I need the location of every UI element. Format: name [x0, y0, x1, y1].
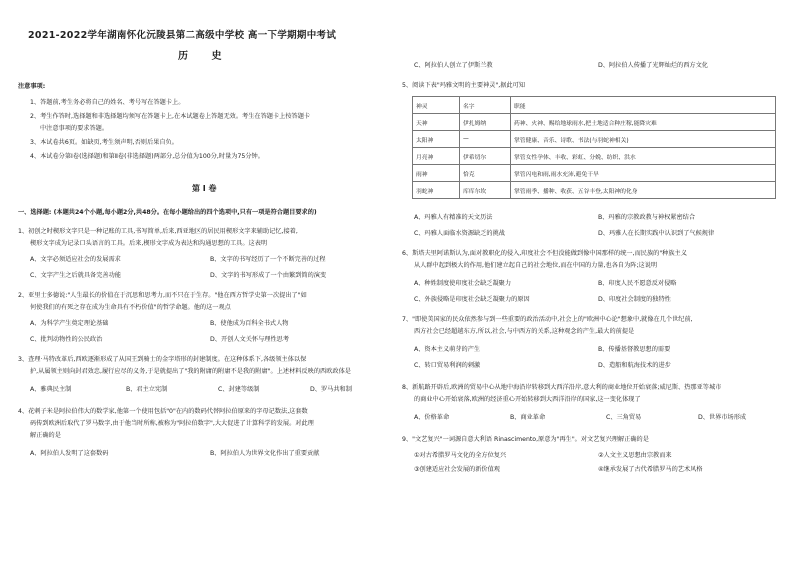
- option-c: C、文字产生之后就具备完善功能: [30, 272, 121, 279]
- table-cell: 雨神: [413, 165, 460, 182]
- option-a: A、资本主义萌芽的产生: [414, 346, 481, 353]
- option-d: D、开创人文关怀与理性思考: [210, 336, 290, 343]
- option-a: A、阿拉伯人发明了这套数码: [30, 450, 109, 457]
- option-b: B、文字的书写经历了一个不断完善的过程: [210, 256, 326, 263]
- option-b: B、使他成为百科全书式人物: [210, 320, 289, 327]
- question-line: 8、新航路开辟后,欧洲的贸易中心从地中海沿岸转移到大西洋沿岸,意大利的商业地位开始衰落;威尼斯、热那亚等城市: [402, 384, 722, 391]
- table-row: [413, 165, 776, 182]
- option-a: A、玛雅人有精准的天文历法: [414, 214, 493, 221]
- question-line: 护,从属领主则向封君效忠,履行应尽的义务,于是就提出了"我的附庸的附庸不是我的附庸"。上述材料反映的西欧政体是: [30, 368, 351, 375]
- option-c: C、阿拉伯人创立了伊斯兰教: [414, 62, 493, 69]
- option-b: B、印度人民不愿意反对侵略: [598, 280, 677, 287]
- question-line: 码传到欧洲后取代了罗马数字,由于他当时所称,被称为"阿拉伯数字",大大促进了计算科学的发展。对此理: [30, 420, 314, 427]
- question-line: 7、"即使美国家的民众依然参与到一些重要的政治活动中,社会上的"欧洲中心论"想象中,就像在几个世纪前,: [402, 316, 693, 323]
- table-row: [413, 131, 776, 148]
- option-c: C、转口贸易利润的刺激: [414, 362, 481, 369]
- question-line: 何使我们的有死之存在成为生命具有不朽价值"的哲学命题。他的这一观点: [30, 304, 231, 311]
- table-cell: 伊希切尔: [460, 148, 511, 165]
- question-line: 楔形文字成为记录口头语言的工具。后来,楔形文字成为表达和沟通思想的工具。这表明: [30, 240, 268, 247]
- table-cell: 伊扎姆纳: [460, 114, 511, 131]
- question-line: 4、花剌子米是阿拉伯伟大的数学家,他第一个使用包括"0"在内的数码代替阿拉伯原来的字母记数法,这套数: [18, 408, 308, 415]
- statement-item: ②人文主义思想由宗教而来: [598, 452, 672, 459]
- option-a: A、雅典民主制: [30, 386, 72, 393]
- table-cell: 掌管闪电和雨,雨水充沛,避免干旱: [511, 165, 776, 182]
- option-c: C、外族侵略是印度社会缺乏凝聚力的原因: [414, 296, 530, 303]
- option-a: A、价格革命: [414, 414, 450, 421]
- exam-title: 2021-2022学年湖南怀化沅陵县第二高级中学校 高一下学期期中考试: [28, 30, 337, 41]
- option-b: B、玛雅的宗教政教与神权紧密结合: [598, 214, 696, 221]
- table-cell: —: [460, 131, 511, 148]
- option-d: D、印度社会制度的独特性: [598, 296, 671, 303]
- option-d: D、造船和航海技术的进步: [598, 362, 671, 369]
- option-b: B、阿拉伯人为世界文化作出了重要贡献: [210, 450, 320, 457]
- option-a: A、为科学产生奠定理论基础: [30, 320, 109, 327]
- table-header-row: [413, 97, 776, 114]
- note-item: 4、本试卷分第Ⅰ卷(选择题)和第Ⅱ卷(非选择题)两部分,总分值为100分,时量为75分钟。: [30, 153, 264, 160]
- notes-heading: 注意事项:: [18, 83, 46, 90]
- option-d: D、世界市场形成: [698, 414, 747, 421]
- question-line: 西方社会已经超越东方,所以,社会,与中西方的关系,这种观念的产生,最大的前提是: [414, 328, 635, 335]
- table-row: [413, 148, 776, 165]
- option-d: D、罗马共和制: [310, 386, 352, 393]
- option-d: D、文字的书写形成了一个由繁到简的演变: [210, 272, 327, 279]
- table-cell: 库库尔坎: [460, 182, 511, 199]
- section-instructions: 一、选择题: (本题共24个小题,每小题2分,共48分。在每小题给出的四个选项中,只有一项是符合题目要求的): [18, 209, 317, 216]
- note-item: 3、本试卷共6页。如缺页,考生须声明,否则后果自负。: [30, 139, 178, 146]
- subject-title: 历 史: [178, 51, 232, 62]
- question-line: 6、斯塔夫里阿诺斯认为,面对教职化的侵入,印度社会不但没能做到像中国那样的统一,而民族的"种族主义: [402, 250, 687, 257]
- table-header-cell: 职能: [511, 97, 776, 114]
- option-c: C、批判动物性的公民政治: [30, 336, 103, 343]
- table-cell: 掌管健康、音乐、诗歌、书法(与羽蛇神相关): [511, 131, 776, 148]
- question-line: 解正确的是: [30, 432, 61, 439]
- question-line: 的商业中心开始衰落,欧洲的经济重心开始转移到大西洋沿岸的国家,这一变化体现了: [414, 396, 641, 403]
- option-c: C、封建等级制: [218, 386, 260, 393]
- option-b: B、传播基督教思想的需要: [598, 346, 671, 353]
- option-c: C、玛雅人面临水资源缺乏的挑战: [414, 230, 505, 237]
- table-cell: 药神、火神、赐给地球雨水,把土地适合种庄稼,能降灾难: [511, 114, 776, 131]
- note-item: 1、答题前,考生务必将自己的姓名、考号写在答题卡上。: [30, 99, 185, 106]
- table-cell: 掌管雨季、播种、收获、五谷丰登,太阳神的化身: [511, 182, 776, 199]
- table-header-cell: 神灵: [413, 97, 460, 114]
- option-a: A、种姓制度使印度社会缺乏凝聚力: [414, 280, 512, 287]
- question-line: 从人群中起到极大的作用,他们建立起自己的社会地位,而在中国的力量,也各自为阵;这说明: [414, 262, 658, 269]
- table-cell: 恰克: [460, 165, 511, 182]
- question-line: 2、亚里士多德说:"人生最长的价值在于沉思和思考力,而不只在于生存。"他在西方哲学史第一次提出了"如: [18, 292, 307, 299]
- statement-item: ①对古希腊罗马文化的全方位复兴: [414, 452, 507, 459]
- table-row: [413, 114, 776, 131]
- option-d: D、阿拉伯人传播了光辉灿烂的西方文化: [598, 62, 708, 69]
- table-cell: 月亮神: [413, 148, 460, 165]
- table-cell: 天神: [413, 114, 460, 131]
- option-b: B、君主立宪制: [126, 386, 168, 393]
- table-cell: 太阳神: [413, 131, 460, 148]
- table-cell: 羽蛇神: [413, 182, 460, 199]
- section-title: 第 Ⅰ 卷: [192, 184, 217, 193]
- statement-item: ④继承发展了古代希腊罗马的艺术风格: [598, 466, 703, 473]
- note-item: 2、考生作答时,选择题和非选择题均须写在答题卡上,在本试题卷上答题无效。考生在答题卡上按答题卡: [30, 113, 311, 120]
- question-line: 9、"文艺复兴"一词源自意大利语 Rinascimento,原意为"再生"。对文艺复兴理解正确的是: [402, 436, 649, 443]
- option-a: A、文字必须适应社会的发展需求: [30, 256, 121, 263]
- question-line: 5、阅读下表"玛雅文明的主要神灵",据此可知: [402, 82, 525, 89]
- note-item: 中注意事项的要求答题。: [40, 125, 109, 132]
- option-c: C、三角贸易: [606, 414, 642, 421]
- option-d: D、玛雅人在长期实践中认识到了气候规律: [598, 230, 715, 237]
- table-row: [413, 182, 776, 199]
- question-line: 1、初创之时楔形文字只是一种记账的工具,书写简单,后来,西亚地区的居民用楔形文字来辅助记忆,接着,: [18, 228, 298, 235]
- option-b: B、商业革命: [510, 414, 546, 421]
- table-header-cell: 名字: [460, 97, 511, 114]
- question-line: 3、查理·马特改革后,西欧逐渐形成了从国王到骑士的金字塔形的封建制度。在这种体系下,各级领主体以保: [18, 356, 307, 363]
- table-cell: 掌管女性孕体、丰收、彩虹、分娩、纺织、洪水: [511, 148, 776, 165]
- maya-gods-table: [412, 96, 776, 199]
- statement-item: ③创建适应社会发展的新价值观: [414, 466, 500, 473]
